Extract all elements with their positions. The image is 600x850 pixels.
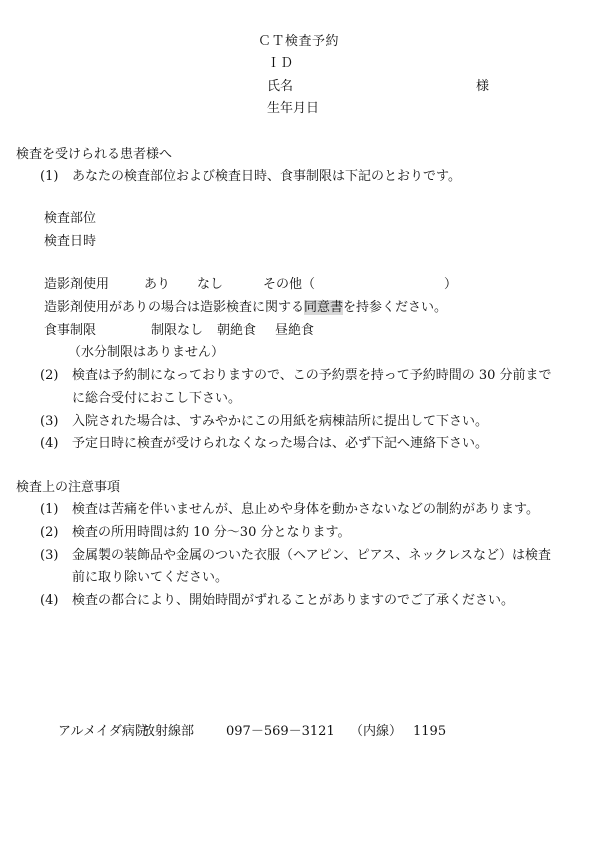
item-number: (1) — [40, 502, 59, 517]
item-text: 検査の所用時間は約 10 分～30 分となります。 — [72, 525, 351, 540]
item-text: 検査は予約制になっておりますので、この予約票を持って予約時間の 30 分前まで — [72, 368, 552, 383]
item-text-continued: 前に取り除いてください。 — [72, 570, 229, 585]
contrast-option-yes: あり — [144, 277, 171, 292]
hospital-name: アルメイダ病院 — [58, 724, 148, 739]
item-text: 金属製の装飾品や金属のついた衣服（ヘアピン、ピアス、ネックレスなど）は検査 — [72, 548, 552, 563]
meal-restriction-label: 食事制限 — [44, 323, 97, 338]
consent-note — [44, 301, 447, 314]
name-label: 氏名 — [267, 79, 294, 94]
contrast-other-close: ） — [444, 277, 458, 292]
item-text: 検査は苦痛を伴いませんが、息止めや身体を動かさないなどの制約があります。 — [72, 502, 539, 517]
honorific-sama: 様 — [476, 79, 490, 94]
item-text: 検査の都合により、開始時間がずれることがありますのでご了承ください。 — [72, 593, 515, 608]
document-title: ＣＴ検査予約 — [258, 34, 340, 49]
department-name: 放射線部 — [142, 724, 195, 739]
consent-form-highlight: 同意書 — [304, 300, 344, 315]
contrast-label: 造影剤使用 — [44, 277, 110, 292]
extension-number: 1195 — [413, 724, 447, 739]
item-number: (2) — [40, 525, 59, 540]
item-number: (2) — [40, 368, 59, 383]
item-number: (4) — [40, 593, 59, 608]
item-number: (4) — [40, 436, 59, 451]
contrast-option-no: なし — [197, 277, 224, 292]
item-number: (3) — [40, 414, 59, 429]
dob-label: 生年月日 — [267, 101, 320, 116]
item-text: 予定日時に検査が受けられなくなった場合は、必ず下記へ連絡下さい。 — [72, 436, 489, 451]
exam-site-label: 検査部位 — [44, 211, 97, 226]
item-number: (3) — [40, 548, 59, 563]
item-text: 入院された場合は、すみやかにこの用紙を病棟詰所に提出して下さい。 — [72, 414, 489, 429]
contrast-option-other: その他（ — [263, 277, 316, 292]
meal-option-none: 制限なし — [151, 323, 204, 338]
water-restriction-note: （水分制限はありません） — [68, 345, 225, 360]
extension-label: （内線） — [350, 724, 403, 739]
meal-option-breakfast: 朝絶食 — [217, 323, 257, 338]
section-heading-precautions: 検査上の注意事項 — [16, 480, 121, 495]
id-label: ＩＤ — [267, 56, 294, 71]
phone-number: 097－569－3121 — [226, 724, 335, 739]
item-text-continued: に総合受付におこし下さい。 — [72, 391, 242, 406]
consent-text-before: 造影剤使用がありの場合は造影検査に関する — [44, 300, 305, 315]
item-text: あなたの検査部位および検査日時、食事制限は下記のとおりです。 — [72, 169, 461, 184]
meal-option-lunch: 昼絶食 — [275, 323, 315, 338]
section-heading-patients: 検査を受けられる患者様へ — [16, 147, 173, 162]
consent-text-after: を持参ください。 — [343, 300, 448, 315]
item-number: (1) — [40, 169, 59, 184]
exam-datetime-label: 検査日時 — [44, 234, 97, 249]
